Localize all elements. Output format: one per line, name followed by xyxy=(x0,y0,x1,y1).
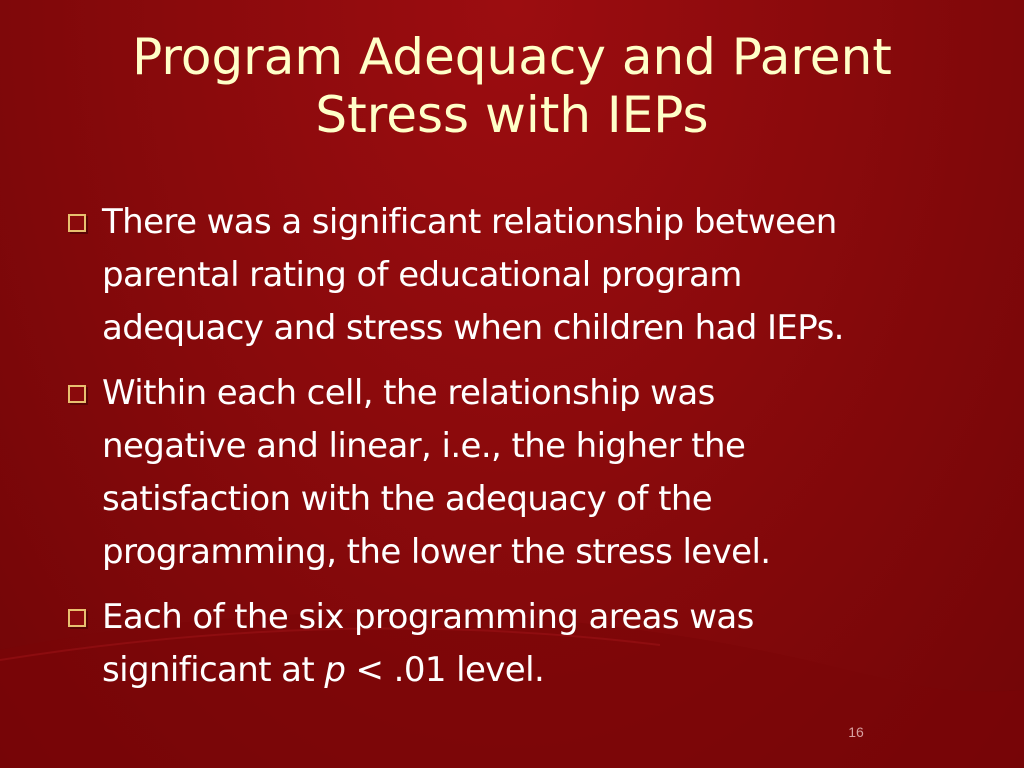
bullet-item-1 xyxy=(64,196,964,355)
bullet-3-line-2 xyxy=(102,644,964,697)
bullet-item-2 xyxy=(64,367,964,579)
bullet-3-line-1: Each of the six programming areas was xyxy=(102,597,754,637)
square-bullet-icon xyxy=(68,609,86,627)
bullet-1-line-3: adequacy and stress when children had IEPs. xyxy=(102,308,844,348)
p-value-symbol: p xyxy=(324,650,346,690)
bullet-text-2 xyxy=(102,367,964,579)
bullet-2-line-2: negative and linear, i.e., the higher the xyxy=(102,426,746,466)
square-bullet-icon xyxy=(68,214,86,232)
bullet-2-line-4: programming, the lower the stress level. xyxy=(102,532,771,572)
bullet-3-line-2-suffix: < .01 level. xyxy=(345,650,545,690)
bullet-text-3 xyxy=(102,591,964,697)
square-bullet-icon xyxy=(68,385,86,403)
bullet-1-line-2: parental rating of educational program xyxy=(102,255,742,295)
bullet-text-1 xyxy=(102,196,964,355)
bullet-list xyxy=(64,196,964,709)
page-number: 16 xyxy=(848,724,864,740)
slide-title-line-1: Program Adequacy and Parent xyxy=(132,28,892,86)
bullet-2-line-1: Within each cell, the relationship was xyxy=(102,373,715,413)
bullet-item-3 xyxy=(64,591,964,697)
bullet-3-line-2-prefix: significant at xyxy=(102,650,325,690)
slide-title-line-2: Stress with IEPs xyxy=(315,86,709,144)
bullet-2-line-3: satisfaction with the adequacy of the xyxy=(102,479,713,519)
bullet-1-line-1: There was a significant relationship between xyxy=(102,202,837,242)
slide-title xyxy=(40,28,984,144)
